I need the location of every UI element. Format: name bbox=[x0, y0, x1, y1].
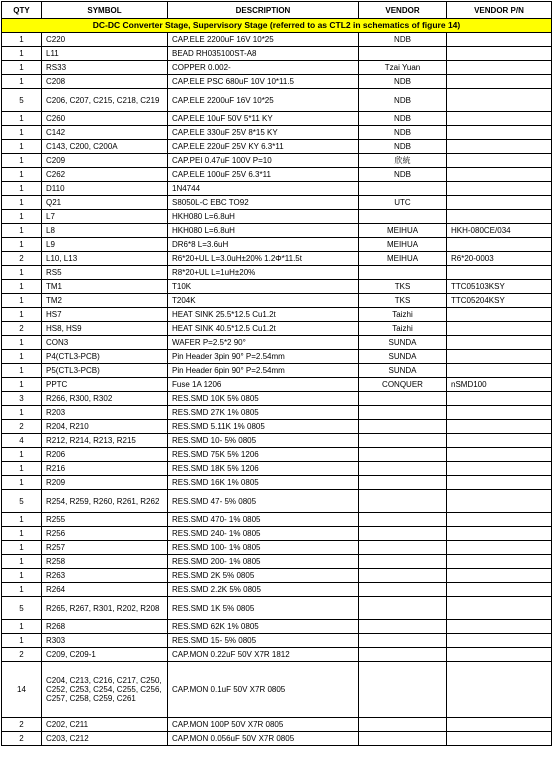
cell-qty: 5 bbox=[2, 597, 42, 620]
table-row bbox=[2, 448, 552, 462]
cell-symbol: R212, R214, R213, R215 bbox=[42, 434, 168, 448]
cell-description: Fuse 1A 1206 bbox=[168, 378, 359, 392]
cell-qty: 2 bbox=[2, 322, 42, 336]
table-row bbox=[2, 350, 552, 364]
cell-description: RES.SMD 2K 5% 0805 bbox=[168, 569, 359, 583]
cell-vendor-pn bbox=[447, 583, 552, 597]
cell-qty: 4 bbox=[2, 434, 42, 448]
cell-description: HEAT SINK 25.5*12.5 Cu1.2t bbox=[168, 308, 359, 322]
cell-symbol: R254, R259, R260, R261, R262 bbox=[42, 490, 168, 513]
table-row bbox=[2, 224, 552, 238]
table-row bbox=[2, 378, 552, 392]
cell-vendor-pn bbox=[447, 266, 552, 280]
table-row bbox=[2, 406, 552, 420]
cell-qty: 1 bbox=[2, 527, 42, 541]
cell-symbol: Q21 bbox=[42, 196, 168, 210]
cell-symbol: C208 bbox=[42, 75, 168, 89]
table-row bbox=[2, 47, 552, 61]
cell-qty: 1 bbox=[2, 168, 42, 182]
cell-qty: 1 bbox=[2, 61, 42, 75]
cell-vendor bbox=[359, 490, 447, 513]
table-row bbox=[2, 420, 552, 434]
cell-symbol: HS7 bbox=[42, 308, 168, 322]
cell-symbol: P5(CTL3-PCB) bbox=[42, 364, 168, 378]
table-row bbox=[2, 238, 552, 252]
cell-vendor bbox=[359, 634, 447, 648]
cell-vendor bbox=[359, 662, 447, 718]
cell-symbol: TM2 bbox=[42, 294, 168, 308]
cell-vendor-pn bbox=[447, 648, 552, 662]
cell-symbol: HS8, HS9 bbox=[42, 322, 168, 336]
cell-vendor bbox=[359, 597, 447, 620]
cell-description: DR6*8 L=3.6uH bbox=[168, 238, 359, 252]
cell-qty: 2 bbox=[2, 718, 42, 732]
cell-symbol: RS5 bbox=[42, 266, 168, 280]
cell-symbol: L11 bbox=[42, 47, 168, 61]
cell-qty: 1 bbox=[2, 364, 42, 378]
cell-qty: 1 bbox=[2, 140, 42, 154]
cell-vendor-pn bbox=[447, 732, 552, 746]
table-row bbox=[2, 308, 552, 322]
cell-vendor bbox=[359, 718, 447, 732]
cell-description: HKH080 L=6.8uH bbox=[168, 210, 359, 224]
cell-description: RES.SMD 100- 1% 0805 bbox=[168, 541, 359, 555]
cell-description: CAP.ELE 2200uF 16V 10*25 bbox=[168, 33, 359, 47]
cell-qty: 1 bbox=[2, 620, 42, 634]
cell-qty: 2 bbox=[2, 648, 42, 662]
cell-vendor-pn bbox=[447, 182, 552, 196]
table-row bbox=[2, 89, 552, 112]
cell-qty: 3 bbox=[2, 392, 42, 406]
cell-description: RES.SMD 62K 1% 0805 bbox=[168, 620, 359, 634]
cell-symbol: C209, C209-1 bbox=[42, 648, 168, 662]
table-row bbox=[2, 112, 552, 126]
cell-qty: 1 bbox=[2, 336, 42, 350]
header-vendor-pn: VENDOR P/N bbox=[447, 2, 552, 19]
cell-description: RES.SMD 10- 5% 0805 bbox=[168, 434, 359, 448]
table-row bbox=[2, 266, 552, 280]
cell-vendor-pn bbox=[447, 662, 552, 718]
bom-table-container bbox=[1, 1, 551, 746]
cell-vendor-pn bbox=[447, 140, 552, 154]
cell-description: T10K bbox=[168, 280, 359, 294]
cell-vendor bbox=[359, 476, 447, 490]
cell-symbol: C220 bbox=[42, 33, 168, 47]
cell-symbol: R216 bbox=[42, 462, 168, 476]
cell-description: HKH080 L=6.8uH bbox=[168, 224, 359, 238]
cell-qty: 5 bbox=[2, 89, 42, 112]
table-row bbox=[2, 569, 552, 583]
cell-vendor: Taizhi bbox=[359, 308, 447, 322]
table-row bbox=[2, 75, 552, 89]
cell-vendor-pn bbox=[447, 392, 552, 406]
cell-vendor: NDB bbox=[359, 168, 447, 182]
cell-description: RES.SMD 470- 1% 0805 bbox=[168, 513, 359, 527]
cell-vendor-pn: R6*20-0003 bbox=[447, 252, 552, 266]
cell-qty: 1 bbox=[2, 634, 42, 648]
cell-vendor: NDB bbox=[359, 75, 447, 89]
cell-qty: 1 bbox=[2, 75, 42, 89]
cell-description: RES.SMD 2.2K 5% 0805 bbox=[168, 583, 359, 597]
cell-vendor-pn bbox=[447, 490, 552, 513]
cell-vendor-pn bbox=[447, 476, 552, 490]
cell-symbol: TM1 bbox=[42, 280, 168, 294]
cell-symbol: L10, L13 bbox=[42, 252, 168, 266]
cell-description: CAP.ELE 100uF 25V 6.3*11 bbox=[168, 168, 359, 182]
cell-qty: 1 bbox=[2, 47, 42, 61]
cell-description: RES.SMD 16K 1% 0805 bbox=[168, 476, 359, 490]
table-row bbox=[2, 140, 552, 154]
cell-qty: 1 bbox=[2, 350, 42, 364]
cell-vendor: NDB bbox=[359, 112, 447, 126]
table-row bbox=[2, 61, 552, 75]
cell-vendor bbox=[359, 47, 447, 61]
cell-symbol: C142 bbox=[42, 126, 168, 140]
table-row bbox=[2, 33, 552, 47]
cell-vendor-pn bbox=[447, 448, 552, 462]
cell-qty: 14 bbox=[2, 662, 42, 718]
cell-qty: 2 bbox=[2, 732, 42, 746]
cell-vendor-pn bbox=[447, 420, 552, 434]
table-row bbox=[2, 168, 552, 182]
cell-vendor-pn bbox=[447, 168, 552, 182]
header-row bbox=[2, 2, 552, 19]
cell-description: 1N4744 bbox=[168, 182, 359, 196]
header-vendor: VENDOR bbox=[359, 2, 447, 19]
cell-symbol: C143, C200, C200A bbox=[42, 140, 168, 154]
table-row bbox=[2, 252, 552, 266]
header-description: DESCRIPTION bbox=[168, 2, 359, 19]
cell-symbol: C202, C211 bbox=[42, 718, 168, 732]
cell-qty: 1 bbox=[2, 378, 42, 392]
cell-vendor-pn bbox=[447, 634, 552, 648]
cell-vendor-pn bbox=[447, 210, 552, 224]
cell-vendor: TKS bbox=[359, 280, 447, 294]
cell-vendor-pn bbox=[447, 434, 552, 448]
cell-qty: 1 bbox=[2, 210, 42, 224]
cell-description: CAP.MON 0.056uF 50V X7R 0805 bbox=[168, 732, 359, 746]
table-row bbox=[2, 583, 552, 597]
cell-symbol: L8 bbox=[42, 224, 168, 238]
cell-vendor bbox=[359, 527, 447, 541]
cell-description: COPPER 0.002- bbox=[168, 61, 359, 75]
cell-qty: 1 bbox=[2, 294, 42, 308]
table-row bbox=[2, 210, 552, 224]
cell-vendor: MEIHUA bbox=[359, 224, 447, 238]
cell-vendor-pn bbox=[447, 89, 552, 112]
cell-qty: 1 bbox=[2, 266, 42, 280]
cell-vendor: NDB bbox=[359, 126, 447, 140]
cell-qty: 5 bbox=[2, 490, 42, 513]
cell-symbol: L7 bbox=[42, 210, 168, 224]
cell-symbol: P4(CTL3-PCB) bbox=[42, 350, 168, 364]
table-row bbox=[2, 462, 552, 476]
cell-vendor bbox=[359, 392, 447, 406]
cell-vendor-pn bbox=[447, 196, 552, 210]
cell-vendor-pn bbox=[447, 322, 552, 336]
cell-vendor bbox=[359, 210, 447, 224]
cell-symbol: RS33 bbox=[42, 61, 168, 75]
cell-vendor-pn bbox=[447, 238, 552, 252]
cell-qty: 1 bbox=[2, 448, 42, 462]
bom-table bbox=[1, 1, 552, 746]
table-row bbox=[2, 294, 552, 308]
cell-vendor: NDB bbox=[359, 33, 447, 47]
cell-qty: 1 bbox=[2, 33, 42, 47]
cell-vendor: NDB bbox=[359, 89, 447, 112]
cell-description: RES.SMD 27K 1% 0805 bbox=[168, 406, 359, 420]
table-row bbox=[2, 476, 552, 490]
cell-qty: 1 bbox=[2, 280, 42, 294]
cell-vendor: SUNDA bbox=[359, 364, 447, 378]
table-row bbox=[2, 364, 552, 378]
cell-symbol: R265, R267, R301, R202, R208 bbox=[42, 597, 168, 620]
cell-qty: 1 bbox=[2, 462, 42, 476]
cell-vendor-pn bbox=[447, 620, 552, 634]
cell-symbol: R258 bbox=[42, 555, 168, 569]
cell-qty: 1 bbox=[2, 541, 42, 555]
cell-qty: 1 bbox=[2, 476, 42, 490]
cell-vendor: NDB bbox=[359, 140, 447, 154]
cell-vendor bbox=[359, 583, 447, 597]
cell-vendor: MEIHUA bbox=[359, 252, 447, 266]
cell-qty: 1 bbox=[2, 583, 42, 597]
cell-description: S8050L-C EBC TO92 bbox=[168, 196, 359, 210]
cell-vendor-pn bbox=[447, 350, 552, 364]
cell-qty: 1 bbox=[2, 308, 42, 322]
cell-vendor bbox=[359, 182, 447, 196]
cell-qty: 1 bbox=[2, 126, 42, 140]
cell-symbol: L9 bbox=[42, 238, 168, 252]
cell-vendor bbox=[359, 266, 447, 280]
cell-description: BEAD RH035100ST-A8 bbox=[168, 47, 359, 61]
cell-symbol: R206 bbox=[42, 448, 168, 462]
cell-description: T204K bbox=[168, 294, 359, 308]
table-row bbox=[2, 182, 552, 196]
cell-vendor: MEIHUA bbox=[359, 238, 447, 252]
cell-vendor-pn bbox=[447, 47, 552, 61]
cell-qty: 1 bbox=[2, 555, 42, 569]
cell-vendor: Tzai Yuan bbox=[359, 61, 447, 75]
cell-symbol: PPTC bbox=[42, 378, 168, 392]
cell-qty: 2 bbox=[2, 420, 42, 434]
cell-symbol: CON3 bbox=[42, 336, 168, 350]
cell-vendor bbox=[359, 434, 447, 448]
cell-vendor: 欣統 bbox=[359, 154, 447, 168]
table-row bbox=[2, 648, 552, 662]
cell-vendor bbox=[359, 406, 447, 420]
cell-symbol: C206, C207, C215, C218, C219 bbox=[42, 89, 168, 112]
cell-vendor-pn bbox=[447, 364, 552, 378]
cell-vendor-pn: nSMD100 bbox=[447, 378, 552, 392]
cell-vendor: UTC bbox=[359, 196, 447, 210]
cell-qty: 1 bbox=[2, 238, 42, 252]
cell-vendor-pn bbox=[447, 112, 552, 126]
cell-vendor-pn bbox=[447, 33, 552, 47]
table-row bbox=[2, 154, 552, 168]
cell-symbol: R256 bbox=[42, 527, 168, 541]
cell-symbol: D110 bbox=[42, 182, 168, 196]
table-row bbox=[2, 634, 552, 648]
cell-symbol: C204, C213, C216, C217, C250, C252, C253, C254, C255, C256, C257, C258, C259, C261 bbox=[42, 662, 168, 718]
cell-description: RES.SMD 18K 5% 1206 bbox=[168, 462, 359, 476]
table-row bbox=[2, 541, 552, 555]
cell-vendor-pn bbox=[447, 527, 552, 541]
cell-vendor: TKS bbox=[359, 294, 447, 308]
cell-vendor-pn: TTC05204KSY bbox=[447, 294, 552, 308]
cell-vendor-pn: HKH-080CE/034 bbox=[447, 224, 552, 238]
cell-vendor-pn bbox=[447, 555, 552, 569]
table-row bbox=[2, 662, 552, 718]
cell-description: RES.SMD 10K 5% 0805 bbox=[168, 392, 359, 406]
cell-description: WAFER P=2.5*2 90° bbox=[168, 336, 359, 350]
cell-description: RES.SMD 75K 5% 1206 bbox=[168, 448, 359, 462]
cell-vendor bbox=[359, 732, 447, 746]
header-symbol: SYMBOL bbox=[42, 2, 168, 19]
cell-vendor-pn bbox=[447, 336, 552, 350]
cell-description: CAP.ELE 330uF 25V 8*15 KY bbox=[168, 126, 359, 140]
cell-vendor bbox=[359, 462, 447, 476]
cell-vendor: CONQUER bbox=[359, 378, 447, 392]
cell-symbol: R209 bbox=[42, 476, 168, 490]
table-row bbox=[2, 322, 552, 336]
cell-vendor bbox=[359, 620, 447, 634]
table-row bbox=[2, 434, 552, 448]
cell-qty: 1 bbox=[2, 154, 42, 168]
cell-qty: 1 bbox=[2, 224, 42, 238]
cell-description: CAP.ELE 220uF 25V KY 6.3*11 bbox=[168, 140, 359, 154]
cell-symbol: R203 bbox=[42, 406, 168, 420]
cell-vendor bbox=[359, 420, 447, 434]
cell-qty: 2 bbox=[2, 252, 42, 266]
cell-description: CAP.PEI 0.47uF 100V P=10 bbox=[168, 154, 359, 168]
cell-description: CAP.ELE 2200uF 16V 10*25 bbox=[168, 89, 359, 112]
table-row bbox=[2, 196, 552, 210]
table-row bbox=[2, 555, 552, 569]
cell-vendor-pn bbox=[447, 406, 552, 420]
table-row bbox=[2, 620, 552, 634]
cell-vendor-pn bbox=[447, 308, 552, 322]
cell-description: Pin Header 6pin 90° P=2.54mm bbox=[168, 364, 359, 378]
cell-vendor-pn bbox=[447, 718, 552, 732]
cell-description: Pin Header 3pin 90° P=2.54mm bbox=[168, 350, 359, 364]
cell-description: CAP.MON 0.22uF 50V X7R 1812 bbox=[168, 648, 359, 662]
cell-description: R8*20+UL L=1uH±20% bbox=[168, 266, 359, 280]
table-row bbox=[2, 527, 552, 541]
cell-vendor-pn bbox=[447, 75, 552, 89]
cell-description: CAP.MON 0.1uF 50V X7R 0805 bbox=[168, 662, 359, 718]
cell-vendor-pn bbox=[447, 462, 552, 476]
table-row bbox=[2, 732, 552, 746]
cell-vendor-pn bbox=[447, 513, 552, 527]
cell-vendor-pn bbox=[447, 597, 552, 620]
table-row bbox=[2, 597, 552, 620]
cell-vendor-pn bbox=[447, 61, 552, 75]
cell-vendor-pn bbox=[447, 126, 552, 140]
cell-symbol: R204, R210 bbox=[42, 420, 168, 434]
cell-symbol: R264 bbox=[42, 583, 168, 597]
bom-table-body bbox=[2, 19, 552, 746]
cell-vendor: SUNDA bbox=[359, 336, 447, 350]
cell-symbol: C260 bbox=[42, 112, 168, 126]
table-row bbox=[2, 513, 552, 527]
cell-symbol: C203, C212 bbox=[42, 732, 168, 746]
table-row bbox=[2, 280, 552, 294]
table-row bbox=[2, 392, 552, 406]
cell-description: CAP.ELE 10uF 50V 5*11 KY bbox=[168, 112, 359, 126]
cell-qty: 1 bbox=[2, 406, 42, 420]
cell-description: RES.SMD 5.11K 1% 0805 bbox=[168, 420, 359, 434]
table-row bbox=[2, 490, 552, 513]
cell-qty: 1 bbox=[2, 196, 42, 210]
cell-symbol: C262 bbox=[42, 168, 168, 182]
cell-qty: 1 bbox=[2, 513, 42, 527]
cell-symbol: C209 bbox=[42, 154, 168, 168]
cell-qty: 1 bbox=[2, 569, 42, 583]
cell-symbol: R266, R300, R302 bbox=[42, 392, 168, 406]
table-row bbox=[2, 718, 552, 732]
table-row bbox=[2, 336, 552, 350]
cell-vendor bbox=[359, 541, 447, 555]
cell-vendor-pn bbox=[447, 569, 552, 583]
cell-symbol: R263 bbox=[42, 569, 168, 583]
cell-description: R6*20+UL L=3.0uH±20% 1.2Φ*11.5t bbox=[168, 252, 359, 266]
table-row bbox=[2, 126, 552, 140]
cell-vendor: SUNDA bbox=[359, 350, 447, 364]
header-qty: QTY bbox=[2, 2, 42, 19]
section-row bbox=[2, 19, 552, 33]
cell-description: RES.SMD 200- 1% 0805 bbox=[168, 555, 359, 569]
cell-qty: 1 bbox=[2, 112, 42, 126]
cell-vendor bbox=[359, 448, 447, 462]
cell-vendor bbox=[359, 569, 447, 583]
cell-symbol: R303 bbox=[42, 634, 168, 648]
section-title: DC-DC Converter Stage, Supervisory Stage (referred to as CTL2 in schematics of figure 14) bbox=[2, 19, 552, 33]
cell-vendor bbox=[359, 648, 447, 662]
cell-description: RES.SMD 47- 5% 0805 bbox=[168, 490, 359, 513]
cell-qty: 1 bbox=[2, 182, 42, 196]
cell-vendor bbox=[359, 555, 447, 569]
cell-symbol: R268 bbox=[42, 620, 168, 634]
cell-description: CAP.MON 100P 50V X7R 0805 bbox=[168, 718, 359, 732]
cell-vendor-pn bbox=[447, 154, 552, 168]
cell-description: CAP.ELE PSC 680uF 10V 10*11.5 bbox=[168, 75, 359, 89]
cell-description: RES.SMD 1K 5% 0805 bbox=[168, 597, 359, 620]
cell-description: RES.SMD 240- 1% 0805 bbox=[168, 527, 359, 541]
cell-description: HEAT SINK 40.5*12.5 Cu1.2t bbox=[168, 322, 359, 336]
cell-vendor-pn: TTC05103KSY bbox=[447, 280, 552, 294]
cell-vendor-pn bbox=[447, 541, 552, 555]
cell-description: RES.SMD 15- 5% 0805 bbox=[168, 634, 359, 648]
cell-symbol: R255 bbox=[42, 513, 168, 527]
cell-vendor bbox=[359, 513, 447, 527]
cell-symbol: R257 bbox=[42, 541, 168, 555]
cell-vendor: Taizhi bbox=[359, 322, 447, 336]
